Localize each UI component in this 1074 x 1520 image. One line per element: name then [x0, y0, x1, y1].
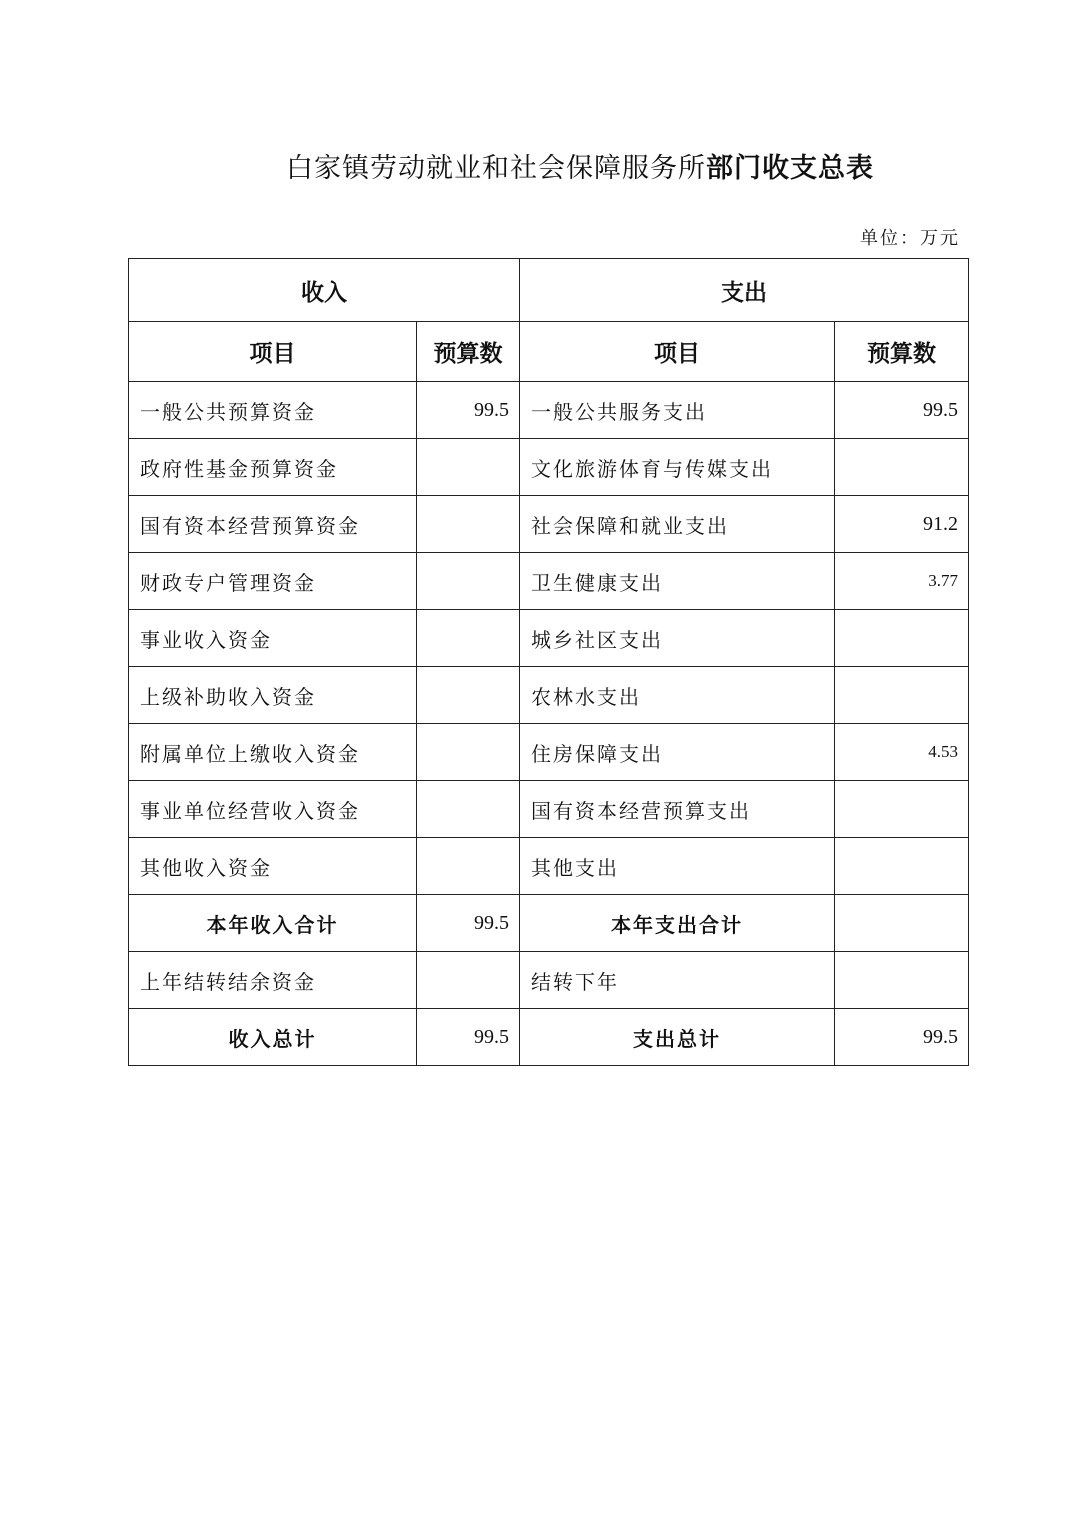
year-total-row — [129, 895, 969, 952]
table-row — [129, 553, 969, 610]
expense-grand-total-value: 99.5 — [835, 1009, 969, 1066]
table-row — [129, 382, 969, 439]
income-item: 政府性基金预算资金 — [129, 439, 417, 496]
income-item: 附属单位上缴收入资金 — [129, 724, 417, 781]
income-value — [417, 610, 520, 667]
expense-value: 3.77 — [835, 553, 969, 610]
grand-total-row — [129, 1009, 969, 1066]
expense-budget-header: 预算数 — [835, 322, 969, 382]
expense-item: 一般公共服务支出 — [520, 382, 835, 439]
income-item: 事业收入资金 — [129, 610, 417, 667]
header-row-columns — [129, 322, 969, 382]
expense-item: 城乡社区支出 — [520, 610, 835, 667]
expense-item: 其他支出 — [520, 838, 835, 895]
expense-section-header: 支出 — [520, 259, 969, 322]
income-item: 其他收入资金 — [129, 838, 417, 895]
carry-in-value — [417, 952, 520, 1009]
income-value — [417, 724, 520, 781]
income-value: 99.5 — [417, 382, 520, 439]
title-organization: 白家镇劳动就业和社会保障服务所 — [286, 153, 706, 184]
expense-value — [835, 610, 969, 667]
document-title — [0, 146, 1074, 185]
income-item: 财政专户管理资金 — [129, 553, 417, 610]
expense-grand-total-label: 支出总计 — [520, 1009, 835, 1066]
income-value — [417, 496, 520, 553]
table-row — [129, 667, 969, 724]
expense-value — [835, 439, 969, 496]
income-item: 事业单位经营收入资金 — [129, 781, 417, 838]
expense-value: 91.2 — [835, 496, 969, 553]
expense-item: 文化旅游体育与传媒支出 — [520, 439, 835, 496]
expense-item: 农林水支出 — [520, 667, 835, 724]
income-budget-header: 预算数 — [417, 322, 520, 382]
carry-out-label: 结转下年 — [520, 952, 835, 1009]
income-item: 一般公共预算资金 — [129, 382, 417, 439]
expense-item: 住房保障支出 — [520, 724, 835, 781]
unit-label: 单位：万元 — [860, 228, 960, 249]
carry-over-row — [129, 952, 969, 1009]
year-expense-total-label: 本年支出合计 — [520, 895, 835, 952]
income-value — [417, 781, 520, 838]
expense-value: 99.5 — [835, 382, 969, 439]
expense-value — [835, 838, 969, 895]
expense-item: 卫生健康支出 — [520, 553, 835, 610]
table-row — [129, 838, 969, 895]
income-section-header: 收入 — [129, 259, 520, 322]
expense-item: 国有资本经营预算支出 — [520, 781, 835, 838]
carry-in-label: 上年结转结余资金 — [129, 952, 417, 1009]
table-row — [129, 439, 969, 496]
table-row — [129, 496, 969, 553]
expense-item: 社会保障和就业支出 — [520, 496, 835, 553]
income-grand-total-value: 99.5 — [417, 1009, 520, 1066]
expense-value — [835, 781, 969, 838]
income-item-header: 项目 — [129, 322, 417, 382]
income-item: 国有资本经营预算资金 — [129, 496, 417, 553]
table-row — [129, 724, 969, 781]
year-income-total-label: 本年收入合计 — [129, 895, 417, 952]
title-table-name: 部门收支总表 — [706, 153, 874, 184]
expense-item-header: 项目 — [520, 322, 835, 382]
income-grand-total-label: 收入总计 — [129, 1009, 417, 1066]
year-expense-total-value — [835, 895, 969, 952]
expense-value — [835, 667, 969, 724]
expense-value: 4.53 — [835, 724, 969, 781]
budget-summary-table — [128, 258, 969, 1066]
income-value — [417, 553, 520, 610]
table-row — [129, 610, 969, 667]
income-value — [417, 838, 520, 895]
income-item: 上级补助收入资金 — [129, 667, 417, 724]
income-value — [417, 667, 520, 724]
table-row — [129, 781, 969, 838]
header-row-sections — [129, 259, 969, 322]
carry-out-value — [835, 952, 969, 1009]
year-income-total-value: 99.5 — [417, 895, 520, 952]
income-value — [417, 439, 520, 496]
